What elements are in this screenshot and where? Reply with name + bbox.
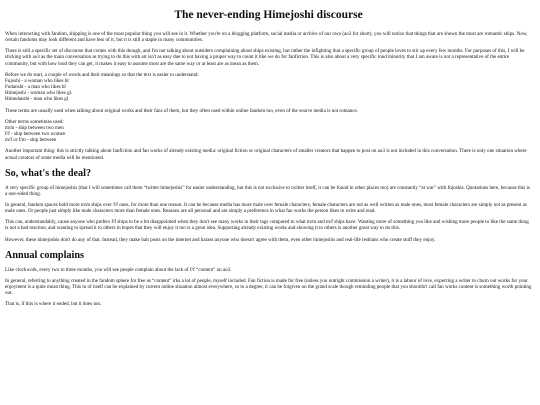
terms-block (5, 72, 532, 103)
other-term-mf: m/f or f/m - ship between (5, 137, 57, 144)
section1-paragraph-2: In general, fandom spaces hold more m/m ships over f/f ones, for more than one reason. It can be because media has more male over female characters, female characters are not as well written as male ones, most female characters are simply not as present as male ones. Or people just simply like male characters more than female ones. Reasons are all personal and are simply a preference in what fan works the person likes to write and read. (5, 201, 527, 215)
terms-intro: Before we do start, a couple of words and their meanings so that the text is easier to understand: (5, 71, 199, 78)
important-note: Another important thing: this is strictly talking about fanfiction and fan works of already existing media: original fiction or original characters of smaller creators that happen to post on ao3 is not included in this conversation. There is only one situation where actual creators of some media will be mentioned. (5, 148, 527, 161)
term-himedanshi: Himedanshi - man who likes gl (5, 96, 69, 103)
section-heading-whats-the-deal: So, what's the deal? (5, 167, 92, 179)
terms-note: These terms are usually used when talking about original works and their fans of them, but they often used within online fandom too, even of the source media is not romance. (5, 107, 359, 114)
section1-paragraph-1: A very specific group of himejoshis (that I will sometimes call them “twitter himejoshis” for easier understanding, but this is not exclusive to twitter itself, it can be found in other places too) are constantly “at war” with fujoshis. Quotations here, because this is a one-sided thing. (5, 184, 530, 197)
page-title: The never-ending Himejoshi discourse (174, 9, 363, 21)
section2-paragraph-3: That is, if this is where it ended, but it does not. (5, 301, 102, 308)
term-fujoshi: Fujoshi - a woman who likes bl (5, 77, 69, 84)
other-term-ff: f/f - ship between two women (5, 131, 66, 138)
intro-paragraph-2: There is still a specific set of discourse that comes with this though, and I'm not talking about outsiders complaining about ships existing, but rather the infighting that a specific group of people loves to stir up every few months. For purposes of this, I will be sticking with ao3 as the main conversation as trying to do this with art isn't as easy due to not having a proper way to count it like we do for fanfiction. This is also about a very specific loud minority that I am aware is not a representative of the entire community, but with how loud they can get, it makes it easy to assume most are the same way or at least are as mean as them. (5, 48, 525, 67)
section2-paragraph-1: Like clockwork, every two to three months, you will see people complain about the lack of f/f “content” on ao3. (5, 266, 232, 273)
section1-paragraph-4: However, these himejoshis don't do any of that. Instead, they make bait posts on the internet and harass anyone who doesn't agree with them, even other himejoshis and real-life lesbians who create stuff they enjoy. (5, 236, 436, 243)
term-himejoshi: Himejoshi - woman who likes gl. (5, 90, 73, 97)
section-heading-annual-complains: Annual complains (5, 249, 84, 261)
section1-paragraph-3: This can, understandably, cause anyone who prefers f/f ships to be a bit disappointed when they don't see many works in their tags compared to what m/m and m/f ships have. Wanting more of something you like and wishing more people to like the same thing is not a bad reaction, and wanting to spread it to others in hopes that they will enjoy it too is a great idea. Supporting already existing works and showing it to others is another great way to do this. (5, 219, 529, 232)
intro-paragraph-1: When interacting with fandom, shipping is one of the most popular thing you will see in it. Whether you're on a blogging platform, social media or archive of our own (ao3 for short), you will notice that things that are shown the most are romantic ships. Now, certain fandoms may look different and have less of it, but it is still a staple in many communities. (5, 31, 528, 44)
section2-paragraph-2: In general, referring to anything created in the fandom sphere for free as “content” irks a lot of people, myself included. Fan fiction is made for free (unless you outright commission a writer), it is a labour of love, expecting a writer to churn out works for your enjoyment is a quite mean thing. This in of itself can be explained by current online situation almost everywhere, so to a degree, it can be forgiven on the grand scale though reminding people that you shouldn't call fan works content is something worth pointing out. (5, 277, 532, 297)
term-fudanshi: Fudanshi - a man who likes bl (5, 84, 66, 91)
other-terms-block (5, 119, 532, 144)
other-terms-intro: Other terms sometimes used: (5, 118, 64, 125)
other-term-mm: m/m - ship between two men (5, 124, 64, 131)
